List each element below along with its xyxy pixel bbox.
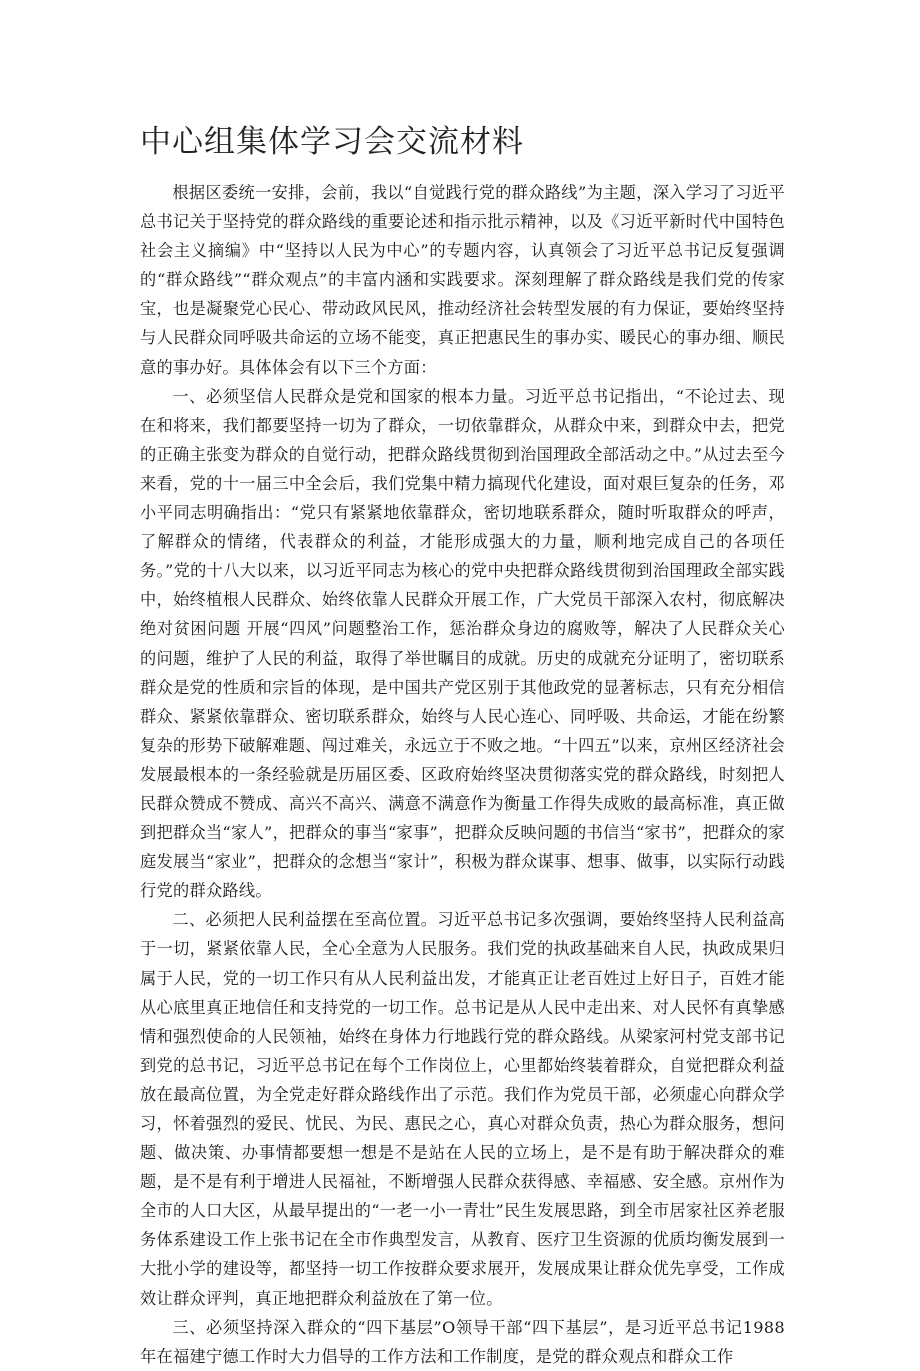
paragraph-section-two: 二、必须把人民利益摆在至高位置。习近平总书记多次强调，要始终坚持人民利益高于一切，紧紧依靠人民，全心全意为人民服务。我们党的执政基础来自人民，执政成果归属于人民，党的一切工作只有从人民利益出发，才能真正让老百姓过上好日子，百姓才能从心底里真正地信任和支持党的一切工作。总书记是从人民中走出来、对人民怀有真挚感情和强烈使命的人民领袖，始终在身体力行地践行党的群众路线。从梁家河村党支部书记到党的总书记，习近平总书记在每个工作岗位上，心里都始终装着群众，自觉把群众利益放在最高位置，为全党走好群众路线作出了示范。我们作为党员干部，必须虚心向群众学习，怀着强烈的爱民、忧民、为民、惠民之心，真心对群众负责，热心为群众服务，想问题、做决策、办事情都要想一想是不是站在人民的立场上，是不是有助于解决群众的难题，是不是有利于增进人民福祉，不断增强人民群众获得感、幸福感、安全感。京州作为全市的人口大区，从最早提出的“一老一小一青壮”民生发展思路，到全市居家社区养老服务体系建设工作上张书记在全市作典型发言，从教育、医疗卫生资源的优质均衡发展到一大批小学的建设等，都坚持一切工作按群众要求展开，发展成果让群众优先享受，工作成效让群众评判，真正地把群众利益放在了第一位。 xyxy=(140,910,785,1308)
document-title: 中心组集体学习会交流材料 xyxy=(140,124,524,160)
paragraph-intro: 根据区委统一安排，会前，我以“自觉践行党的群众路线”为主题，深入学习了习近平总书记关于坚持党的群众路线的重要论述和指示批示精神，以及《习近平新时代中国特色社会主义摘编》中“坚持以人民为中心”的专题内容，认真领会了习近平总书记反复强调的“群众路线”“群众观点”的丰富内涵和实践要求。深刻理解了群众路线是我们党的传家宝，也是凝聚党心民心、带动政风民风，推动经济社会转型发展的有力保证，要始终坚持与人民群众同呼吸共命运的立场不能变，真正把惠民生的事办实、暖民心的事办细、顺民意的事办好。具体体会有以下三个方面： xyxy=(140,183,785,377)
document-body xyxy=(140,178,785,1371)
paragraph-section-one: 一、必须坚信人民群众是党和国家的根本力量。习近平总书记指出，“不论过去、现在和将来，我们都要坚持一切为了群众，一切依靠群众，从群众中来，到群众中去，把党的正确主张变为群众的自觉行动，把群众路线贯彻到治国理政全部活动之中。”从过去至今来看，党的十一届三中全会后，我们党集中精力搞现代化建设，面对艰巨复杂的任务，邓小平同志明确指出：“党只有紧紧地依靠群众，密切地联系群众，随时听取群众的呼声，了解群众的情绪，代表群众的利益，才能形成强大的力量，顺利地完成自己的各项任务。”党的十八大以来，以习近平同志为核心的党中央把群众路线贯彻到治国理政全部实践中，始终植根人民群众、始终依靠人民群众开展工作，广大党员干部深入农村，彻底解决绝对贫困问题 开展“四风”问题整治工作，惩治群众身边的腐败等，解决了人民群众关心的问题，维护了人民的利益，取得了举世瞩目的成就。历史的成就充分证明了，密切联系群众是党的性质和宗旨的体现，是中国共产党区别于其他政党的显著标志，只有充分相信群众、紧紧依靠群众、密切联系群众，始终与人民心连心、同呼吸、共命运，才能在纷繁复杂的形势下破解难题、闯过难关，永远立于不败之地。“十四五”以来，京州区经济社会发展最根本的一条经验就是历届区委、区政府始终坚决贯彻落实党的群众路线，时刻把人民群众赞成不赞成、高兴不高兴、满意不满意作为衡量工作得失成败的最高标准，真正做到把群众当“家人”，把群众的事当“家事”，把群众反映问题的书信当“家书”，把群众的家庭发展当“家业”，把群众的念想当“家计”，积极为群众谋事、想事、做事，以实际行动践行党的群众路线。 xyxy=(140,386,785,901)
paragraph-section-three: 三、必须坚持深入群众的“四下基层”O领导干部“四下基层”，是习近平总书记1988年在福建宁德工作时大力倡导的工作方法和工作制度，是党的群众观点和群众工作 xyxy=(140,1317,785,1366)
